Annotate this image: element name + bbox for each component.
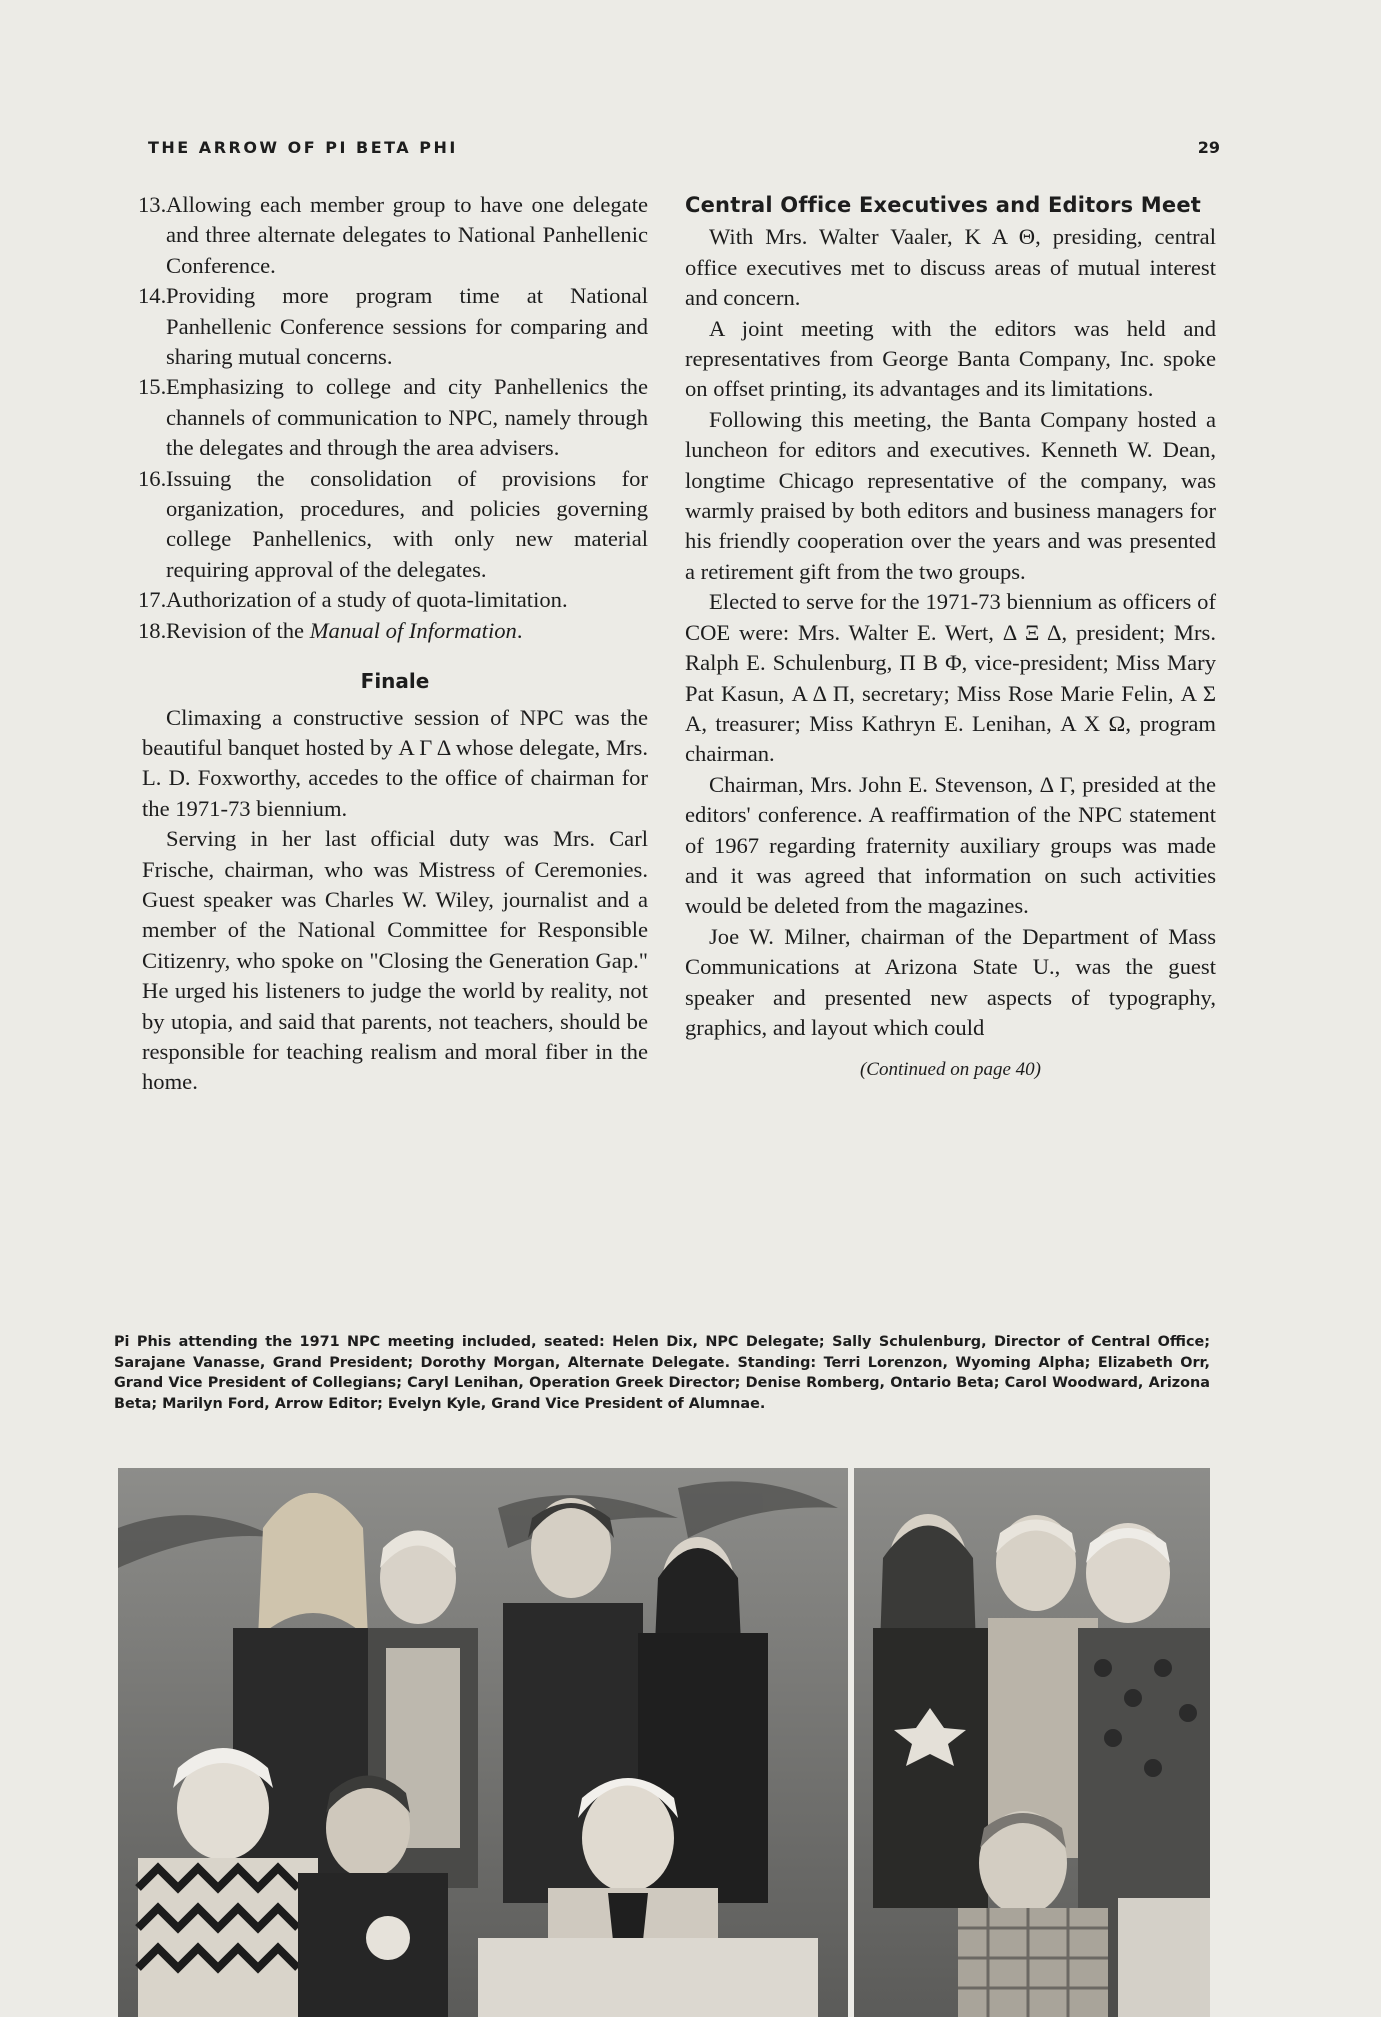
left-column <box>138 190 648 1098</box>
right-column <box>685 190 1216 1086</box>
body-paragraph: Joe W. Milner, chairman of the Department of Mass Communications at Arizona State U., was the guest speaker and presented new aspects of typography, graphics, and layout which could <box>685 923 1216 1040</box>
manual-title: Manual of Information <box>309 617 517 643</box>
list-item: 18. Revision of the Manual of Information. <box>138 617 523 643</box>
body-paragraph: Chairman, Mrs. John E. Stevenson, Δ Γ, presided at the editors' conference. A reaffirmation of the NPC statement of 1967 regarding fraternity auxiliary groups was made and it was agreed that information on such activities would be deleted from the magazines. <box>685 771 1216 919</box>
photo-caption: Pi Phis attending the 1971 NPC meeting included, seated: Helen Dix, NPC Delegate; Sally Schulenburg, Director of Central Office; Sarajane Vanasse, Grand President; Dorothy Morgan, Alternate Delegate. Standing: Terri Lorenzon, Wyoming Alpha; Elizabeth Orr, Grand Vice President of Collegians; Caryl Lenihan, Operation Greek Director; Denise Romberg, Ontario Beta; Carol Woodward, Arizona Beta; Marilyn Ford, Arrow Editor; Evelyn Kyle, Grand Vice President of Alumnae. <box>114 1334 1210 1412</box>
continued-note: (Continued on page 40) <box>859 1059 1041 1081</box>
group-photo-illustration <box>118 1468 1210 2017</box>
body-paragraph: Elected to serve for the 1971-73 biennium as officers of COE were: Mrs. Walter E. Wert, Δ Ξ Δ, president; Mrs. Ralph E. Schulenburg, Π Β Φ, vice-president; Miss Mary Pat Kasun, Α Δ Π, secretary; Miss Rose Marie Felin, Α Σ Α, treasurer; Miss Kathryn E. Lenihan, Α Χ Ω, program chairman. <box>685 589 1216 767</box>
list-item: 15. Emphasizing to college and city Panhellenics the channels of communication to NPC, namely through the delegates and through the area advisers. <box>138 374 648 461</box>
body-paragraph: A joint meeting with the editors was held and representatives from George Banta Company, Inc. spoke on offset printing, its advantages and its limitations. <box>685 315 1216 402</box>
page-number: 29 <box>1197 138 1220 157</box>
finale-heading: Finale <box>360 669 430 694</box>
list-item: 17. Authorization of a study of quota-limitation. <box>138 587 568 613</box>
list-item: 13. Allowing each member group to have one delegate and three alternate delegates to National Panhellenic Conference. <box>138 192 648 278</box>
resolutions-list <box>138 190 648 646</box>
running-head <box>148 138 1220 157</box>
body-paragraph: With Mrs. Walter Vaaler, Κ Α Θ, presiding, central office executives met to discuss areas of mutual interest and concern. <box>685 224 1216 311</box>
list-item: 16. Issuing the consolidation of provisions for organization, procedures, and policies governing college Panhellenics, with only new material requiring approval of the delegates. <box>138 465 648 582</box>
section-heading: Central Office Executives and Editors Meet <box>685 193 1202 217</box>
finale-paragraph: Climaxing a constructive session of NPC was the beautiful banquet hosted by Α Γ Δ whose delegate, Mrs. L. D. Foxworthy, accedes to the office of chairman for the 1971-73 biennium. <box>142 704 648 821</box>
group-photo <box>118 1468 1210 2017</box>
publication-title: THE ARROW OF PI BETA PHI <box>148 138 458 157</box>
body-paragraph: Following this meeting, the Banta Company hosted a luncheon for editors and executives. Kenneth W. Dean, longtime Chicago representative of the company, was warmly praised by both editors and business managers for his friendly cooperation over the years and was presented a retirement gift from the two groups. <box>685 406 1216 584</box>
list-item: 14. Providing more program time at National Panhellenic Conference sessions for comparing and sharing mutual concerns. <box>138 283 648 370</box>
finale-paragraph: Serving in her last official duty was Mrs. Carl Frische, chairman, who was Mistress of Ceremonies. Guest speaker was Charles W. Wiley, journalist and a member of the National Committee for Responsible Citizenry, who spoke on "Closing the Generation Gap." He urged his listeners to judge the world by reality, not by utopia, and said that parents, not teachers, should be responsible for teaching realism and moral fiber in the home. <box>142 826 648 1095</box>
